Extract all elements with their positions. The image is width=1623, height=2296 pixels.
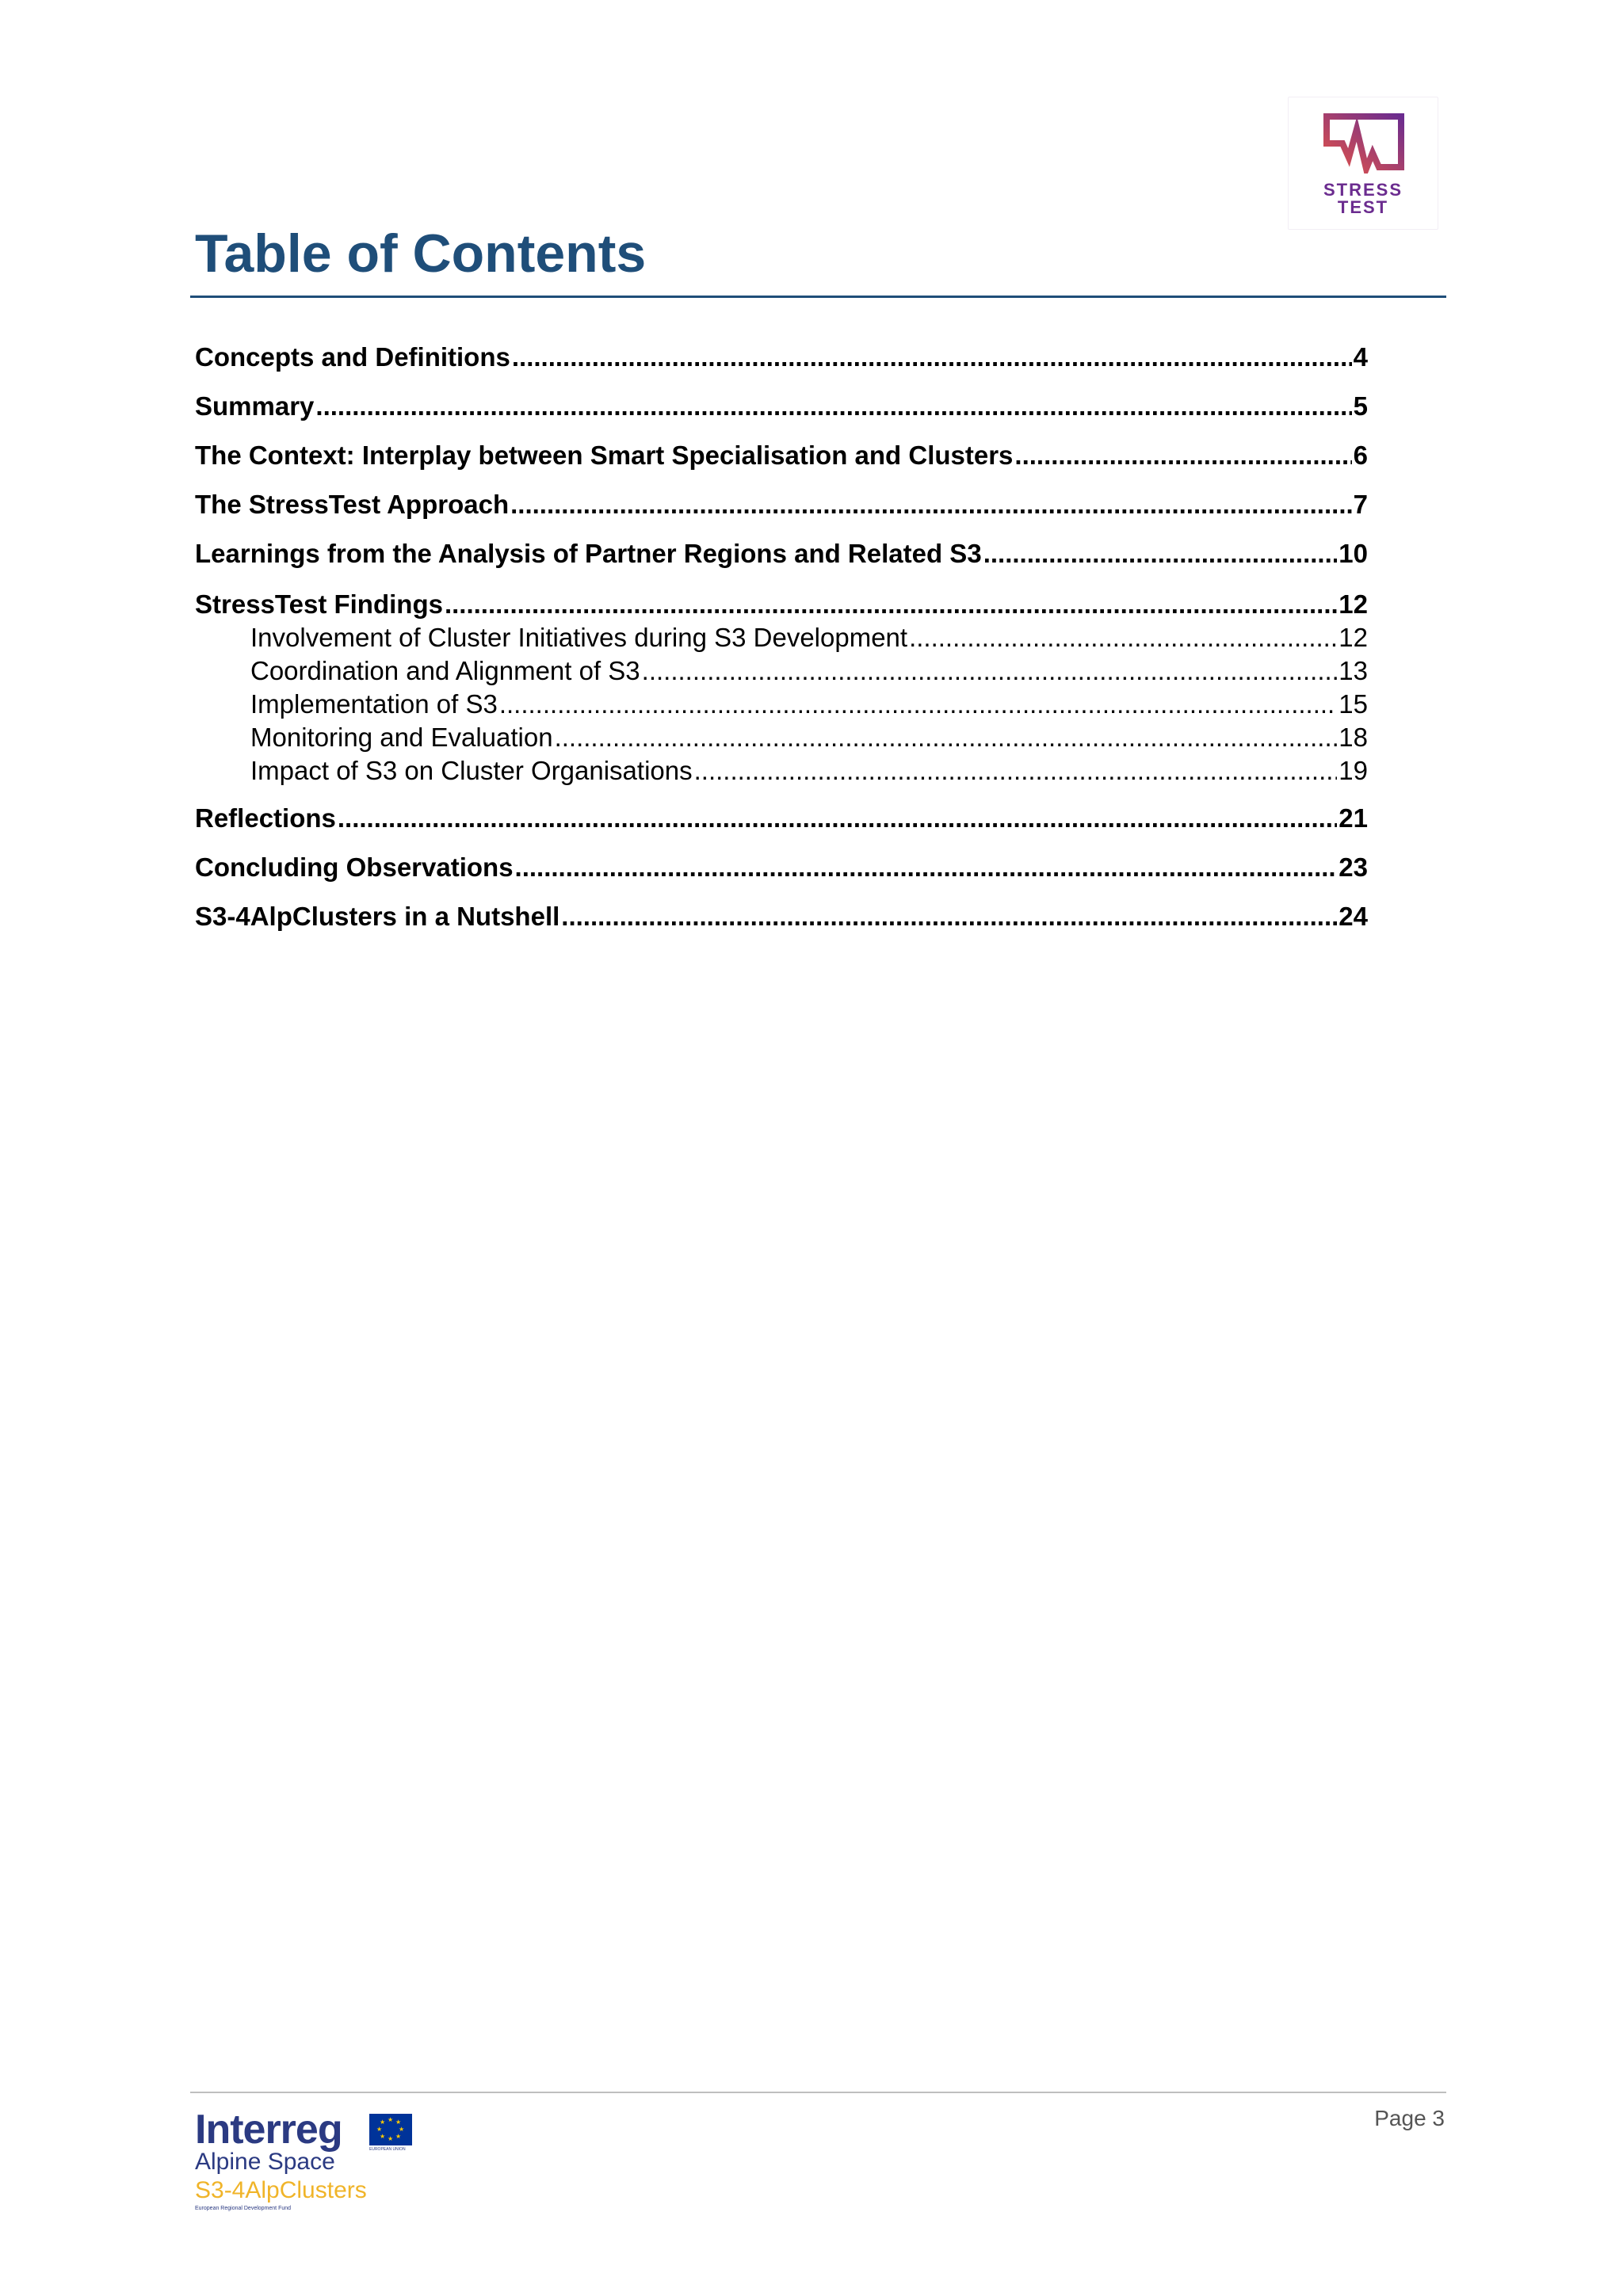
heartbeat-icon [1322,112,1406,174]
toc-subentry[interactable] [195,721,1368,754]
toc-entry-label: Reflections [195,803,336,833]
toc-leader [555,721,1338,754]
stresstest-logo [1288,97,1438,230]
toc-entry-page: 10 [1338,539,1368,568]
toc-entry-page: 15 [1338,689,1368,719]
toc-entry[interactable] [195,788,1368,843]
fund-caption: European Regional Development Fund [195,2206,292,2211]
page-number: Page 3 [1374,2106,1445,2130]
toc-subentry[interactable] [195,621,1368,654]
toc-leader [315,382,1351,431]
toc-leader [561,892,1337,941]
toc-leader [515,843,1338,892]
toc-entry-label: The StressTest Approach [195,490,510,519]
eu-flag-icon: ★ ★ ★ ★ ★ ★ ★ ★ [369,2114,412,2145]
toc-leader [909,621,1337,654]
toc-leader [338,788,1337,843]
toc-leader [445,578,1337,621]
toc-entry[interactable] [195,382,1368,431]
toc-entry-page: 7 [1353,490,1368,519]
toc-entry-page: 23 [1338,852,1368,882]
toc-entry-label: Concluding Observations [195,852,514,882]
toc-entry-label: StressTest Findings [195,589,443,619]
toc-subentry[interactable] [195,754,1368,788]
toc-entry-label: The Context: Interplay between Smart Specialisation and Clusters [195,441,1014,470]
toc-entry[interactable] [195,892,1368,941]
toc-entry-label: Concepts and Definitions [195,342,510,372]
footer-divider [190,2092,1446,2093]
toc-entry-page: 19 [1338,756,1368,785]
toc-entry-page: 4 [1353,342,1368,372]
toc-leader [512,333,1352,382]
toc-leader [983,529,1338,578]
toc-entry-label: Coordination and Alignment of S3 [250,656,640,685]
toc-leader [1014,431,1351,480]
programme-name: Alpine Space [195,2149,335,2175]
title-divider [190,296,1446,298]
toc-entry-page: 24 [1338,902,1368,931]
eu-caption: EUROPEAN UNION [369,2147,406,2152]
interreg-logo: Interreg [195,2107,342,2153]
toc-entry[interactable] [195,333,1368,382]
toc-entry-page: 13 [1338,656,1368,685]
toc-entry[interactable] [195,529,1368,578]
toc-leader [499,688,1337,721]
toc-leader [694,754,1338,788]
toc-entry-label: Monitoring and Evaluation [250,723,553,752]
toc-entry-label: Implementation of S3 [250,689,498,719]
toc-leader [642,654,1338,688]
toc-entry[interactable] [195,578,1368,621]
toc-entry-page: 5 [1353,391,1368,421]
toc-entry-label: S3-4AlpClusters in a Nutshell [195,902,560,931]
toc-entry[interactable] [195,480,1368,529]
toc-entry-page: 21 [1338,803,1368,833]
project-name: S3-4AlpClusters [195,2177,367,2203]
table-of-contents [195,333,1368,941]
toc-entry[interactable] [195,431,1368,480]
toc-entry-page: 18 [1338,723,1368,752]
toc-subentry[interactable] [195,654,1368,688]
toc-entry-page: 12 [1338,623,1368,652]
toc-entry-page: 6 [1353,441,1368,470]
logo-line-1: STRESS [1323,180,1403,200]
toc-entry-label: Impact of S3 on Cluster Organisations [250,756,693,785]
toc-entry-label: Summary [195,391,315,421]
toc-subentry[interactable] [195,688,1368,721]
toc-entry-label: Involvement of Cluster Initiatives during S3 Development [250,623,908,652]
logo-line-2: TEST [1337,197,1389,217]
toc-entry-label: Learnings from the Analysis of Partner Regions and Related S3 [195,539,982,568]
toc-entry-page: 12 [1338,589,1368,619]
page-title: Table of Contents [195,223,647,284]
toc-entry[interactable] [195,843,1368,892]
toc-leader [510,480,1352,529]
